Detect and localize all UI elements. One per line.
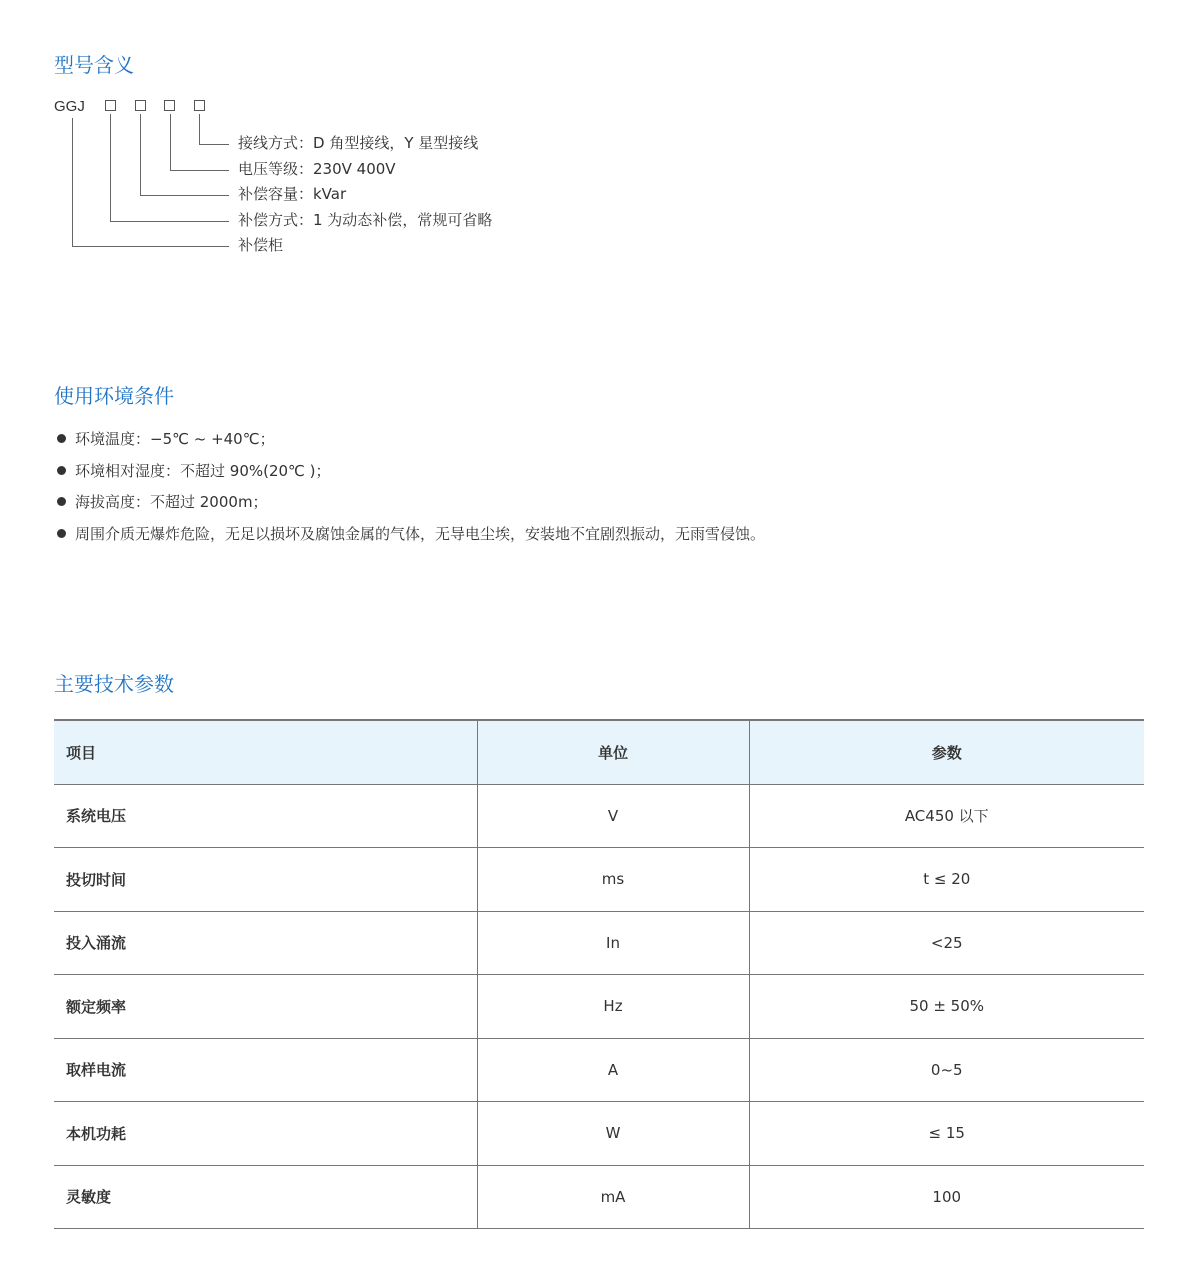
model-box-1 [105, 100, 116, 111]
row-item: 系统电压 [54, 784, 477, 848]
connector-line-4 [199, 114, 200, 144]
env-section-title: 使用环境条件 [54, 384, 174, 408]
connector-line-4-h [199, 144, 229, 145]
header-unit: 单位 [477, 720, 749, 784]
header-item: 项目 [54, 720, 477, 784]
table-header-row [54, 720, 1144, 784]
row-unit: mA [477, 1165, 749, 1229]
model-section-title: 型号含义 [54, 53, 134, 77]
params-table [54, 719, 1144, 1229]
bullet-icon [57, 466, 66, 475]
row-item: 本机功耗 [54, 1102, 477, 1166]
row-value: 100 [749, 1165, 1144, 1229]
env-item-text: 周围介质无爆炸危险，无足以损坏及腐蚀金属的气体，无导电尘埃，安装地不宜剧烈振动，无雨雪侵蚀。 [75, 524, 766, 543]
row-item: 投入涌流 [54, 911, 477, 975]
model-desc-cabinet: 补偿柜 [238, 236, 284, 254]
model-desc-mode: 补偿方式：1 为动态补偿，常规可省略 [238, 211, 493, 229]
table-row [54, 975, 1144, 1039]
model-desc-capacity: 补偿容量：kVar [238, 185, 347, 203]
row-item: 取样电流 [54, 1038, 477, 1102]
model-desc-wiring: 接线方式：D 角型接线，Y 星型接线 [238, 134, 479, 152]
table-row [54, 848, 1144, 912]
row-unit: ms [477, 848, 749, 912]
model-box-4 [194, 100, 205, 111]
bullet-icon [57, 529, 66, 538]
row-value: 0~5 [749, 1038, 1144, 1102]
row-unit: In [477, 911, 749, 975]
row-value: <25 [749, 911, 1144, 975]
env-item-altitude [56, 491, 765, 523]
connector-line-2 [140, 114, 141, 195]
table-row [54, 1102, 1144, 1166]
row-value: 50 ± 50% [749, 975, 1144, 1039]
table-row [54, 1165, 1144, 1229]
bullet-icon [57, 434, 66, 443]
connector-line-3 [170, 114, 171, 170]
connector-line-prefix-h [72, 246, 229, 247]
row-item: 投切时间 [54, 848, 477, 912]
table-row [54, 784, 1144, 848]
env-condition-list [56, 428, 765, 554]
env-item-text: 海拔高度：不超过 2000m； [75, 493, 268, 512]
connector-line-2-h [140, 195, 229, 196]
connector-line-1-h [110, 221, 229, 222]
model-desc-voltage: 电压等级：230V 400V [238, 160, 396, 178]
table-row [54, 1038, 1144, 1102]
row-unit: V [477, 784, 749, 848]
row-unit: Hz [477, 975, 749, 1039]
env-item-text: 环境温度：−5℃ ~ +40℃； [75, 430, 275, 448]
row-item: 额定频率 [54, 975, 477, 1039]
row-unit: A [477, 1038, 749, 1102]
row-unit: W [477, 1102, 749, 1166]
params-section-title: 主要技术参数 [54, 672, 174, 696]
env-item-temperature [56, 428, 765, 460]
header-value: 参数 [749, 720, 1144, 784]
env-item-text: 环境相对湿度：不超过 90%(20℃ )； [75, 461, 331, 480]
model-box-3 [164, 100, 175, 111]
model-prefix: GGJ [54, 98, 85, 115]
row-value: ≤ 15 [749, 1102, 1144, 1166]
env-item-humidity [56, 460, 765, 492]
row-item: 灵敏度 [54, 1165, 477, 1229]
row-value: t ≤ 20 [749, 848, 1144, 912]
bullet-icon [57, 497, 66, 506]
connector-line-1 [110, 114, 111, 221]
env-item-medium [56, 523, 765, 555]
row-value: AC450 以下 [749, 784, 1144, 848]
connector-line-prefix [72, 118, 73, 246]
model-box-2 [135, 100, 146, 111]
table-row [54, 911, 1144, 975]
connector-line-3-h [170, 170, 229, 171]
